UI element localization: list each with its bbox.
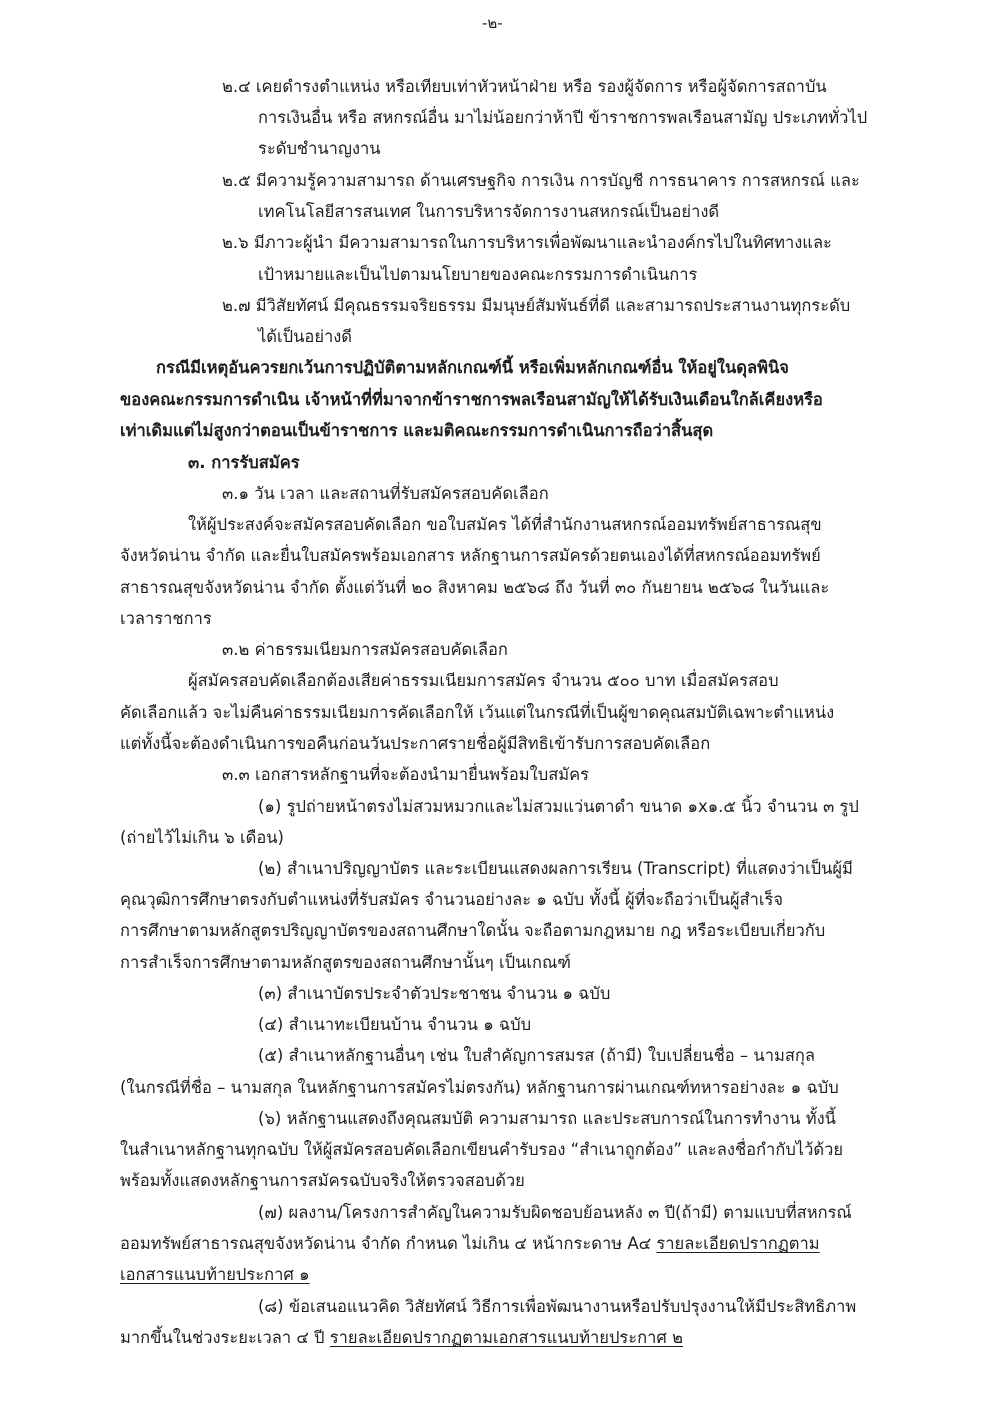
item-2-5-line-1: ๒.๕ มีความรู้ความสามารถ ด้านเศรษฐกิจ การเงิน การบัญชี การธนาคาร การสหกรณ์ และ: [222, 171, 860, 190]
doc-item-6-line-2: ในสำเนาหลักฐานทุกฉบับ ให้ผู้สมัครสอบคัดเลือกเขียนคำรับรอง “สำเนาถูกต้อง” และลงชื่อกำกับไว้ด้วย: [120, 1140, 844, 1159]
doc-item-2-line-3: การศึกษาตามหลักสูตรปริญญาบัตรของสถานศึกษาใดนั้น จะถือตามกฎหมาย กฎ หรือระเบียบเกี่ยวกับ: [120, 921, 826, 940]
item-2-4-line-3: ระดับชำนาญงาน: [258, 139, 381, 158]
doc-item-2-line-2: คุณวุฒิการศึกษาตรงกับตำแหน่งที่รับสมัคร จำนวนอย่างละ ๑ ฉบับ ทั้งนี้ ผู้ที่จะถือว่าเป็นผู้สำเร็จ: [120, 890, 784, 909]
item-2-4-line-2: การเงินอื่น หรือ สหกรณ์อื่น มาไม่น้อยกว่าห้าปี ข้าราชการพลเรือนสามัญ ประเภททั่วไป: [258, 108, 868, 127]
doc-item-7-line-2: [120, 1233, 820, 1255]
doc-item-6-line-3: พร้อมทั้งแสดงหลักฐานการสมัครฉบับจริงให้ตรวจสอบด้วย: [120, 1171, 525, 1190]
annex-1-reference-link: รายละเอียดปรากฏตาม: [656, 1234, 820, 1253]
section-3-2-heading: ๓.๒ ค่าธรรมเนียมการสมัครสอบคัดเลือก: [222, 640, 508, 659]
section-3-heading: ๓. การรับสมัคร: [188, 453, 300, 472]
doc-item-4-line-1: (๔) สำเนาทะเบียนบ้าน จำนวน ๑ ฉบับ: [258, 1015, 532, 1034]
item-2-5-line-2: เทคโนโลยีสารสนเทศ ในการบริหารจัดการงานสหกรณ์เป็นอย่างดี: [258, 202, 720, 221]
item-2-4-line-1: ๒.๔ เคยดำรงตำแหน่ง หรือเทียบเท่าหัวหน้าฝ่าย หรือ รองผู้จัดการ หรือผู้จัดการสถาบัน: [222, 77, 827, 96]
section-3-1-heading: ๓.๑ วัน เวลา และสถานที่รับสมัครสอบคัดเลือก: [222, 484, 549, 503]
doc-item-5-line-1: (๕) สำเนาหลักฐานอื่นๆ เช่น ใบสำคัญการสมรส (ถ้ามี) ใบเปลี่ยนชื่อ – นามสกุล: [258, 1046, 816, 1065]
page-number: -๒-: [482, 14, 503, 32]
section-3-3-heading: ๓.๓ เอกสารหลักฐานที่จะต้องนำมายื่นพร้อมใบสมัคร: [222, 765, 590, 784]
section-3-2-line-1: ผู้สมัครสอบคัดเลือกต้องเสียค่าธรรมเนียมการสมัคร จำนวน ๕๐๐ บาท เมื่อสมัครสอบ: [188, 671, 779, 690]
annex-2-reference-link: รายละเอียดปรากฏตามเอกสารแนบท้ายประกาศ ๒: [329, 1328, 683, 1347]
doc-item-7-line-2-text: ออมทรัพย์สาธารณสุขจังหวัดน่าน จำกัด กำหนด ไม่เกิน ๔ หน้ากระดาษ A๔: [120, 1234, 657, 1253]
doc-item-2-line-1: (๒) สำเนาปริญญาบัตร และระเบียนแสดงผลการเรียน (Transcript) ที่แสดงว่าเป็นผู้มี: [258, 859, 853, 878]
doc-item-1-line-2: (ถ่ายไว้ไม่เกิน ๖ เดือน): [120, 828, 284, 847]
item-2-7-line-1: ๒.๗ มีวิสัยทัศน์ มีคุณธรรมจริยธรรม มีมนุษย์สัมพันธ์ที่ดี และสามารถประสานงานทุกระดับ: [222, 296, 851, 315]
exception-paragraph-line-3: เท่าเดิมแต่ไม่สูงกว่าตอนเป็นข้าราชการ และมติคณะกรรมการดำเนินการถือว่าสิ้นสุด: [120, 421, 714, 440]
item-2-7-line-2: ได้เป็นอย่างดี: [258, 327, 353, 346]
section-3-2-line-3: แต่ทั้งนี้จะต้องดำเนินการขอคืนก่อนวันประกาศรายชื่อผู้มีสิทธิเข้ารับการสอบคัดเลือก: [120, 734, 711, 753]
section-3-2-line-2: คัดเลือกแล้ว จะไม่คืนค่าธรรมเนียมการคัดเลือกให้ เว้นแต่ในกรณีที่เป็นผู้ขาดคุณสมบัติเฉพาะตำแหน่ง: [120, 703, 835, 722]
doc-item-7-line-1: (๗) ผลงาน/โครงการสำคัญในความรับผิดชอบย้อนหลัง ๓ ปี(ถ้ามี) ตามแบบที่สหกรณ์: [258, 1203, 852, 1222]
section-3-1-line-2: จังหวัดน่าน จำกัด และยื่นใบสมัครพร้อมเอกสาร หลักฐานการสมัครด้วยตนเองได้ที่สหกรณ์ออมทรัพย์: [120, 546, 821, 565]
doc-item-3-line-1: (๓) สำเนาบัตรประจำตัวประชาชน จำนวน ๑ ฉบับ: [258, 984, 611, 1003]
item-2-6-line-2: เป้าหมายและเป็นไปตามนโยบายของคณะกรรมการดำเนินการ: [258, 265, 698, 284]
item-2-6-line-1: ๒.๖ มีภาวะผู้นำ มีความสามารถในการบริหารเพื่อพัฒนาและนำองค์กรไปในทิศทางและ: [222, 233, 832, 252]
section-3-1-line-1: ให้ผู้ประสงค์จะสมัครสอบคัดเลือก ขอใบสมัคร ได้ที่สำนักงานสหกรณ์ออมทรัพย์สาธารณสุข: [188, 515, 822, 534]
doc-item-8-line-2-text: มากขึ้นในช่วงระยะเวลา ๔ ปี: [120, 1328, 330, 1347]
doc-item-8-line-1: (๘) ข้อเสนอแนวคิด วิสัยทัศน์ วิธีการเพื่อพัฒนางานหรือปรับปรุงงานให้มีประสิทธิภาพ: [258, 1297, 857, 1316]
section-3-1-line-4: เวลาราชการ: [120, 609, 212, 628]
doc-item-5-line-2: (ในกรณีที่ชื่อ – นามสกุล ในหลักฐานการสมัครไม่ตรงกัน) หลักฐานการผ่านเกณฑ์ทหารอย่างละ ๑ ฉบับ: [120, 1078, 839, 1097]
doc-item-2-line-4: การสำเร็จการศึกษาตามหลักสูตรของสถานศึกษานั้นๆ เป็นเกณฑ์: [120, 953, 571, 972]
annex-1-reference-link-cont: เอกสารแนบท้ายประกาศ ๑: [120, 1265, 310, 1284]
exception-paragraph-line-2: ของคณะกรรมการดำเนิน เจ้าหน้าที่ที่มาจากข้าราชการพลเรือนสามัญให้ได้รับเงินเดือนใกล้เคียงหรือ: [120, 390, 823, 409]
doc-item-8-line-2: [120, 1327, 683, 1349]
section-3-1-line-3: สาธารณสุขจังหวัดน่าน จำกัด ตั้งแต่วันที่ ๒๐ สิงหาคม ๒๕๖๘ ถึง วันที่ ๓๐ กันยายน ๒๕๖๘ ในวันและ: [120, 578, 830, 597]
exception-paragraph-line-1: กรณีมีเหตุอันควรยกเว้นการปฏิบัติตามหลักเกณฑ์นี้ หรือเพิ่มหลักเกณฑ์อื่น ให้อยู่ในดุลพินิจ: [156, 358, 789, 377]
doc-item-1-line-1: (๑) รูปถ่ายหน้าตรงไม่สวมหมวกและไม่สวมแว่นตาดำ ขนาด ๑x๑.๕ นิ้ว จำนวน ๓ รูป: [258, 797, 859, 816]
doc-item-6-line-1: (๖) หลักฐานแสดงถึงคุณสมบัติ ความสามารถ และประสบการณ์ในการทำงาน ทั้งนี้: [258, 1109, 836, 1128]
